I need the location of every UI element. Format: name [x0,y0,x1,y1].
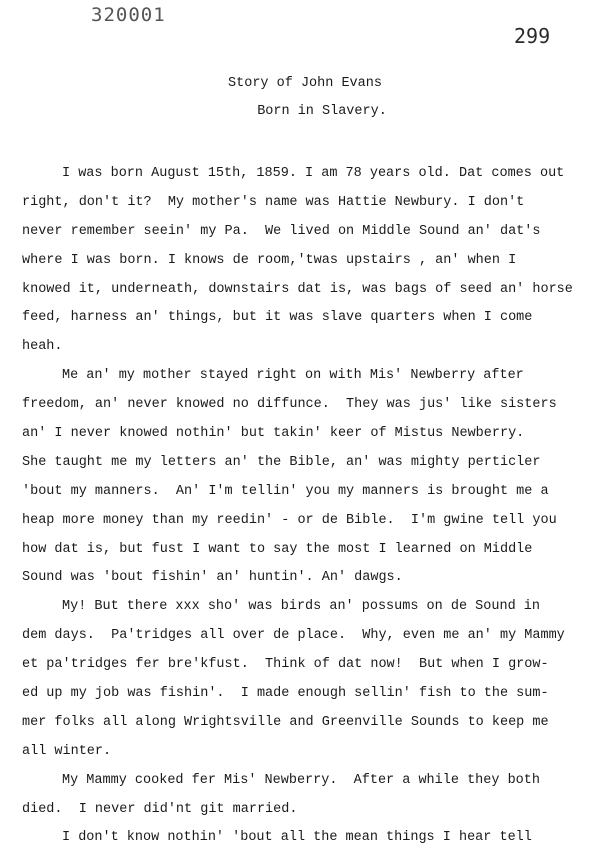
text-line: My Mammy cooked fer Mis' Newberry. After a while they both [62,772,540,788]
text-line: I was born August 15th, 1859. I am 78 years old. Dat comes out [62,166,565,181]
archive-stamp-number: 320001 [91,4,166,26]
text-line: My! But there xxx sho' was birds an' possums on de Sound in [62,599,540,615]
text-line: 'bout my manners. An' I'm tellin' you my manners is brought me a [22,483,549,499]
text-line: right, don't it? My mother's name was Hattie Newbury. I don't [22,194,525,210]
text-line: died. I never did'nt git married. [22,801,298,817]
text-line: heap more money than my reedin' - or de Bible. I'm gwine tell you [22,512,557,528]
text-line: freedom, an' never knowed no diffunce. They was jus' like sisters [22,397,557,413]
text-line: ed up my job was fishin'. I made enough sellin' fish to the sum- [22,686,549,702]
text-line: all winter. [22,743,112,759]
text-line: heah. [22,339,63,355]
text-line: an' I never knowed nothin' but takin' keer of Mistus Newberry. [22,426,525,442]
text-line: dem days. Pa'tridges all over de place. Why, even me an' my Mammy [22,628,565,644]
text-line: knowed it, underneath, downstairs dat is, was bags of seed an' horse [22,281,573,297]
text-line: where I was born. I knows de room,'twas upstairs , an' when I [22,252,517,268]
text-line: feed, harness an' things, but it was slave quarters when I come [22,310,533,326]
text-line: I don't know nothin' 'bout all the mean things I hear tell [62,830,532,846]
narrative-body [22,160,582,853]
text-line: never remember seein' my Pa. We lived on Middle Sound an' dat's [22,223,541,239]
text-line: She taught me my letters an' the Bible, an' was mighty perticler [22,454,541,470]
story-subtitle: Born in Slavery. [257,104,387,119]
page-number: 299 [514,24,551,48]
story-title: Story of John Evans [228,76,382,91]
text-line: Sound was 'bout fishin' an' huntin'. An' dawgs. [22,570,403,586]
text-line: how dat is, but fust I want to say the most I learned on Middle [22,541,533,557]
text-line: Me an' my mother stayed right on with Mis' Newberry after [62,368,524,384]
text-line: mer folks all along Wrightsville and Greenville Sounds to keep me [22,714,549,730]
text-line: et pa'tridges fer bre'kfust. Think of dat now! But when I grow- [22,657,549,673]
